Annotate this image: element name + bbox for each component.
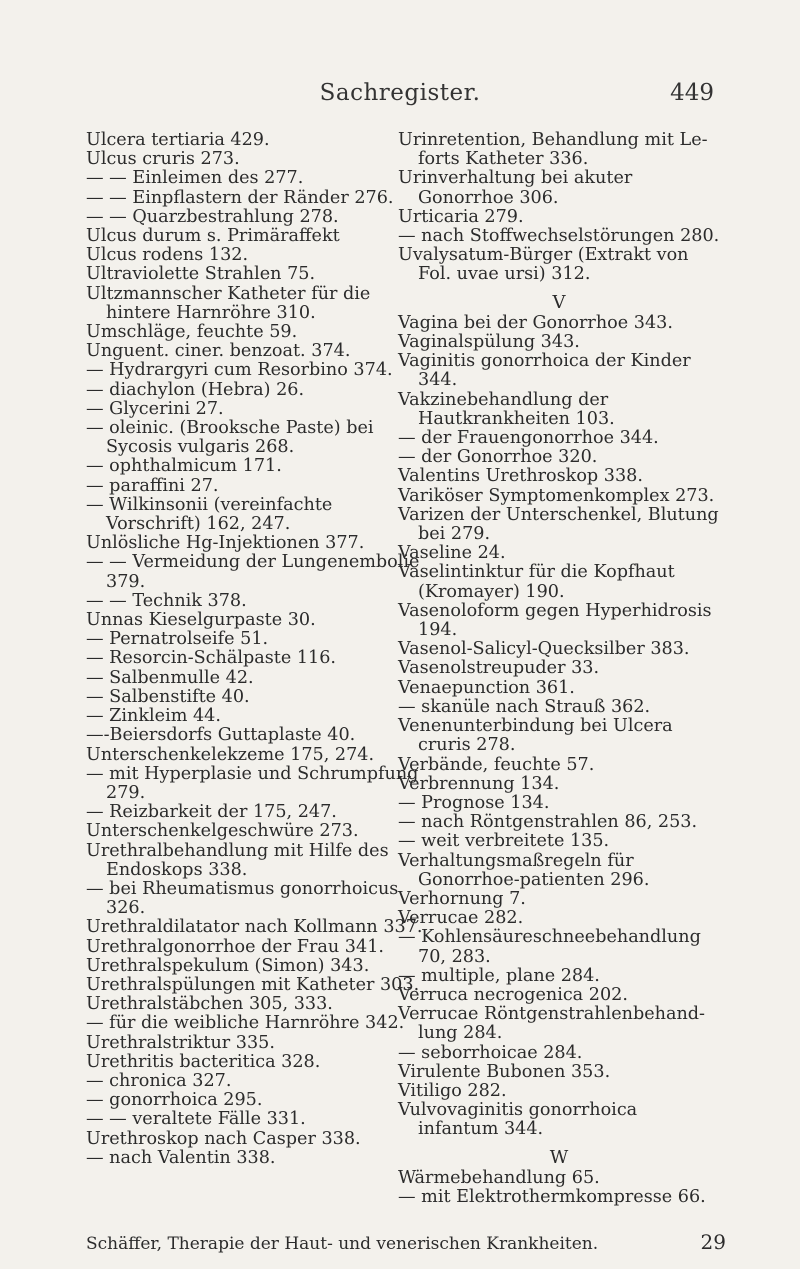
section-letter: W — [549, 1146, 569, 1168]
index-entry: — der Frauengonorrhoe 344. — [398, 428, 659, 449]
index-entry: —-Beiersdorfs Guttaplaste 40. — [86, 725, 356, 746]
index-entry: Unterschenkelekzeme 175, 274. — [86, 744, 375, 765]
index-entry: Vaginalspülung 343. — [398, 332, 580, 353]
index-entry: — oleinic. (Brooksche Paste) bei Sycosis vulgaris 268. — [86, 418, 374, 458]
index-entry: Venaepunction 361. — [398, 677, 575, 698]
index-entry: — Kohlensäureschneebehandlung 70, 283. — [398, 927, 701, 967]
index-entry: Variköser Symptomenkomplex 273. — [398, 485, 715, 506]
index-entry: Varizen der Unterschenkel, Blutung bei 279. — [398, 504, 719, 545]
index-entry: Vasenol-Salicyl-Quecksilber 383. — [398, 639, 690, 660]
index-entry: — nach Stoffwechselstörungen 280. — [398, 226, 720, 247]
index-entry: — Pernatrolseife 51. — [86, 629, 269, 650]
index-entry: Wärmebehandlung 65. — [398, 1167, 600, 1188]
index-entry: Unguent. ciner. benzoat. 374. — [86, 341, 351, 362]
index-entry: — mit Hyperplasie und Schrumpfung 279. — [86, 763, 419, 803]
index-entry: — bei Rheumatismus gonorrhoicus 326. — [86, 878, 399, 919]
index-entry: — Salbenstifte 40. — [86, 686, 250, 707]
index-entry: Vaginitis gonorrhoica der Kinder 344. — [398, 351, 691, 391]
index-entry: — Hydrargyri cum Resorbino 374. — [86, 360, 393, 381]
index-entry: — — Technik 378. — [86, 590, 247, 611]
index-entry: Ulcus cruris 273. — [86, 149, 240, 170]
index-entry: Vaselintinktur für die Kopfhaut (Kromayer) 190. — [398, 562, 675, 602]
index-entry: — Glycerini 27. — [86, 398, 224, 419]
index-entry: Urinverhaltung bei akuter Gonorrhoe 306. — [398, 168, 633, 208]
page-header — [0, 80, 800, 112]
index-entry: Urticaria 279. — [398, 206, 524, 227]
index-entry: — — Vermeidung der Lungenembolie 379. — [86, 552, 420, 592]
index-entry: — — Quarzbestrahlung 278. — [86, 206, 339, 227]
index-entry: Urethraldilatator nach Kollmann 337. — [86, 917, 423, 938]
index-entry: Virulente Bubonen 353. — [398, 1061, 611, 1082]
index-entry: Verrucae 282. — [398, 908, 524, 929]
index-entry: — — Einpflastern der Ränder 276. — [86, 187, 394, 208]
index-entry: — paraffini 27. — [86, 475, 219, 496]
index-entry: Urethralspülungen mit Katheter 303. — [86, 974, 420, 995]
index-entry: Ulcus durum s. Primäraffekt — [86, 226, 340, 247]
footer-text: Schäffer, Therapie der Haut- und venerischen Krankheiten. — [86, 1234, 599, 1254]
index-entry: Verrucae Röntgenstrahlenbehand-lung 284. — [398, 1004, 705, 1044]
index-entry: Venenunterbindung bei Ulcera cruris 278. — [398, 716, 673, 756]
index-entry: — seborrhoicae 284. — [398, 1042, 583, 1063]
index-entry: — diachylon (Hebra) 26. — [86, 379, 305, 400]
index-entry: Ulcus rodens 132. — [86, 245, 249, 266]
index-entry: — — veraltete Fälle 331. — [86, 1109, 306, 1130]
index-entry: Unterschenkelgeschwüre 273. — [86, 821, 359, 842]
index-entry: Urethroskop nach Casper 338. — [86, 1128, 361, 1149]
page-title: Sachregister. — [319, 80, 481, 106]
index-column-right — [398, 131, 720, 1207]
index-entry: Umschläge, feuchte 59. — [86, 322, 298, 343]
index-entry: — skanüle nach Strauß 362. — [398, 696, 651, 717]
index-entry: — chronica 327. — [86, 1070, 232, 1091]
index-entry: — Zinkleim 44. — [86, 706, 221, 727]
signature-mark: 29 — [700, 1230, 726, 1254]
index-entry: Verhaltungsmaßregeln für Gonorrhoe-patienten 296. — [398, 850, 650, 890]
page-footer — [86, 1230, 726, 1254]
index-entry: Vakzinebehandlung der Hautkrankheiten 103. — [398, 389, 615, 429]
section-letter: V — [552, 291, 566, 313]
index-entry: Urethralgonorrhoe der Frau 341. — [86, 936, 384, 957]
index-entry: Urethritis bacteritica 328. — [86, 1051, 321, 1072]
index-entry: Verbände, feuchte 57. — [398, 754, 595, 775]
index-entry: Verhornung 7. — [398, 888, 526, 909]
index-entry: Vaseline 24. — [398, 543, 506, 564]
index-column-left — [86, 131, 426, 1168]
index-entry: — nach Röntgenstrahlen 86, 253. — [398, 812, 698, 833]
index-entry: Ultzmannscher Katheter für die hintere Harnröhre 310. — [86, 283, 371, 323]
page-number: 449 — [670, 80, 714, 106]
index-entry: Vasenoloform gegen Hyperhidrosis 194. — [398, 600, 712, 641]
index-entry: Uvalysatum-Bürger (Extrakt von Fol. uvae ursi) 312. — [398, 245, 689, 285]
index-entry: — für die weibliche Harnröhre 342. — [86, 1013, 405, 1034]
index-entry: — gonorrhoica 295. — [86, 1090, 263, 1111]
index-entry: Urethralbehandlung mit Hilfe des Endoskops 338. — [86, 840, 389, 880]
index-entry: Valentins Urethroskop 338. — [398, 466, 643, 487]
index-entry: — Wilkinsonii (vereinfachte Vorschrift) 162, 247. — [86, 494, 333, 535]
index-entry: Ultraviolette Strahlen 75. — [86, 264, 316, 285]
index-entry: Verbrennung 134. — [398, 773, 560, 794]
index-entry: — mit Elektrothermkompresse 66. — [398, 1186, 706, 1207]
index-entry: — ophthalmicum 171. — [86, 456, 282, 477]
index-entry: Verruca necrogenica 202. — [398, 984, 628, 1005]
index-entry: Vitiligo 282. — [398, 1080, 507, 1101]
index-entry: Ulcera tertiaria 429. — [86, 130, 270, 150]
index-entry: Urethralspekulum (Simon) 343. — [86, 955, 370, 976]
index-entry: Urinretention, Behandlung mit Le-forts Katheter 336. — [398, 130, 708, 170]
index-entry: Urethralstäbchen 305, 333. — [86, 994, 333, 1015]
index-entry: — Resorcin-Schälpaste 116. — [86, 648, 337, 669]
index-entry: Vasenolstreupuder 33. — [398, 658, 600, 679]
index-entry: Unnas Kieselgurpaste 30. — [86, 610, 316, 631]
index-entry: — — Einleimen des 277. — [86, 168, 304, 189]
index-entry: — weit verbreitete 135. — [398, 831, 610, 852]
index-entry: — der Gonorrhoe 320. — [398, 447, 598, 468]
index-entry: — multiple, plane 284. — [398, 965, 600, 986]
index-entry: Vagina bei der Gonorrhoe 343. — [398, 312, 673, 333]
index-entry: — Prognose 134. — [398, 792, 550, 813]
index-entry: — Salbenmulle 42. — [86, 667, 254, 688]
index-entry: — Reizbarkeit der 175, 247. — [86, 802, 337, 823]
index-entry: Vulvovaginitis gonorrhoica infantum 344. — [398, 1100, 638, 1140]
index-entry: — nach Valentin 338. — [86, 1147, 276, 1168]
index-entry: Urethralstriktur 335. — [86, 1032, 275, 1053]
index-entry: Unlösliche Hg-Injektionen 377. — [86, 533, 365, 554]
